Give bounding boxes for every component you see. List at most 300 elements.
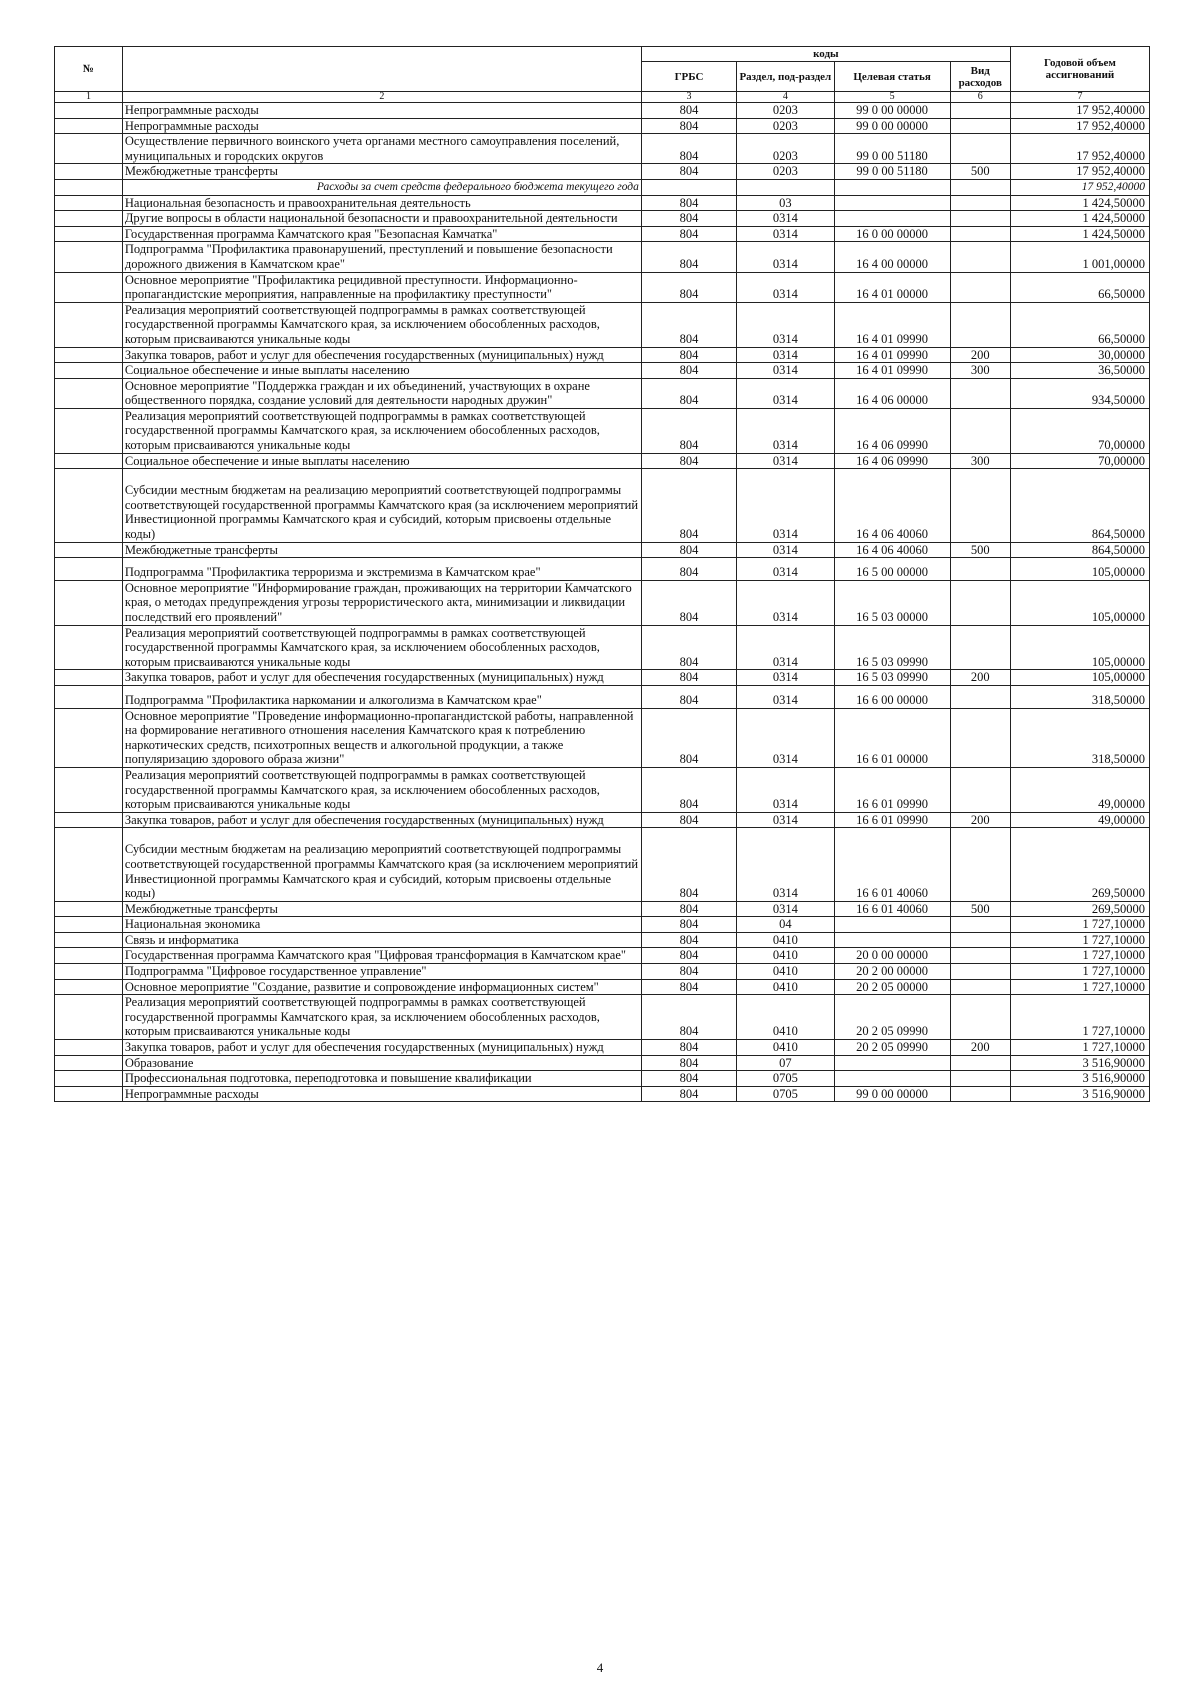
row-grbs-cell [641, 453, 736, 469]
row-target: 16 5 03 09990 [856, 654, 929, 669]
row-name-cell [122, 1040, 641, 1056]
row-section: 0410 [772, 964, 798, 979]
table-row [55, 812, 1150, 828]
row-name-cell [122, 979, 641, 995]
row-target-cell [834, 901, 950, 917]
col-number: 5 [834, 92, 950, 103]
row-kind-cell [950, 932, 1010, 948]
row-amount: 17 952,40000 [1076, 118, 1145, 133]
row-name-cell [122, 625, 641, 670]
row-amount-cell [1010, 979, 1149, 995]
row-name-cell [122, 1071, 641, 1087]
row-section: 0314 [772, 654, 798, 669]
page-number: 4 [596, 1660, 604, 1675]
row-amount-cell [1010, 1040, 1149, 1056]
row-amount-cell [1010, 964, 1149, 980]
row-grbs-cell [641, 901, 736, 917]
row-section: 0314 [772, 393, 798, 408]
row-grbs: 804 [679, 211, 699, 226]
row-amount-cell [1010, 103, 1149, 119]
table-row [55, 347, 1150, 363]
row-grbs-cell [641, 378, 736, 408]
row-name: Подпрограмма "Профилактика терроризма и экстремизма в Камчатском крае" [124, 565, 541, 580]
row-grbs-cell [641, 964, 736, 980]
row-amount-cell [1010, 272, 1149, 302]
row-name-cell [122, 118, 641, 134]
row-section-cell [737, 195, 834, 211]
row-section-cell [737, 542, 834, 558]
row-target-cell [834, 670, 950, 686]
row-target-cell [834, 347, 950, 363]
row-target-cell [834, 542, 950, 558]
row-amount: 1 424,50000 [1082, 226, 1145, 241]
row-amount: 1 727,10000 [1082, 948, 1145, 963]
row-amount-cell [1010, 995, 1149, 1040]
row-grbs: 804 [679, 542, 699, 557]
row-amount-cell [1010, 767, 1149, 812]
row-grbs-cell [641, 211, 736, 227]
row-grbs: 804 [679, 886, 699, 901]
row-amount: 66,50000 [1098, 287, 1145, 302]
row-name-cell [122, 580, 641, 625]
row-kind-cell [950, 917, 1010, 933]
row-kind-cell [950, 378, 1010, 408]
row-kind: 500 [970, 542, 990, 557]
row-target-cell [834, 272, 950, 302]
col-number: 2 [122, 92, 641, 103]
budget-table [54, 46, 1150, 1102]
row-number-cell [55, 580, 123, 625]
row-amount: 1 424,50000 [1082, 211, 1145, 226]
row-kind-cell [950, 211, 1010, 227]
table-row [55, 118, 1150, 134]
row-name-cell [122, 964, 641, 980]
row-kind-cell [950, 625, 1010, 670]
row-grbs-cell [641, 932, 736, 948]
row-kind-cell [950, 347, 1010, 363]
row-amount-cell [1010, 812, 1149, 828]
codes-header: коды [641, 47, 1010, 62]
row-amount-cell [1010, 917, 1149, 933]
row-number-cell [55, 363, 123, 379]
row-section-cell [737, 469, 834, 542]
row-amount: 105,00000 [1091, 610, 1145, 624]
target-header: Целевая статья [834, 62, 950, 92]
row-number-cell [55, 469, 123, 542]
row-number-cell [55, 685, 123, 708]
table-row [55, 625, 1150, 670]
row-kind-cell [950, 179, 1010, 195]
row-name-cell [122, 901, 641, 917]
row-section: 0314 [772, 565, 798, 580]
row-amount-cell [1010, 211, 1149, 227]
table-row [55, 767, 1150, 812]
table-row [55, 932, 1150, 948]
row-section-cell [737, 670, 834, 686]
row-grbs: 804 [679, 195, 699, 210]
row-grbs: 804 [679, 565, 699, 580]
row-section: 0705 [772, 1086, 798, 1101]
row-kind-cell [950, 363, 1010, 379]
row-section: 0410 [772, 948, 798, 963]
row-name-cell [122, 812, 641, 828]
row-target-cell [834, 580, 950, 625]
row-kind-cell [950, 979, 1010, 995]
row-amount: 864,50000 [1091, 542, 1145, 557]
row-name: Субсидии местным бюджетам на реализацию мероприятий соответствующей подпрограммы соответствующей государственной программы Камчатского края (за исключением мероприятий Инвестиционной программы Камчатского края и субсидий, которым присвоены отдельные коды) [124, 842, 639, 901]
row-grbs: 804 [679, 797, 699, 812]
row-target: 16 4 01 09990 [856, 363, 929, 378]
row-kind-cell [950, 1086, 1010, 1102]
row-target: 20 2 05 09990 [856, 1040, 929, 1055]
row-number-cell [55, 828, 123, 901]
row-section-cell [737, 580, 834, 625]
row-target-cell [834, 964, 950, 980]
row-kind-cell [950, 767, 1010, 812]
row-target: 16 4 00 00000 [856, 256, 929, 271]
row-section: 0314 [772, 752, 798, 767]
row-grbs-cell [641, 670, 736, 686]
row-amount-cell [1010, 134, 1149, 164]
row-target-cell [834, 226, 950, 242]
row-section-cell [737, 302, 834, 347]
row-grbs: 804 [679, 1040, 699, 1055]
row-section-cell [737, 932, 834, 948]
row-amount-cell [1010, 932, 1149, 948]
table-row [55, 302, 1150, 347]
row-number-cell [55, 211, 123, 227]
table-row [55, 378, 1150, 408]
row-target: 16 5 00 00000 [856, 565, 929, 580]
row-number-cell [55, 625, 123, 670]
table-row [55, 542, 1150, 558]
row-section-cell [737, 179, 834, 195]
row-grbs-cell [641, 979, 736, 995]
row-amount-cell [1010, 901, 1149, 917]
row-number-cell [55, 812, 123, 828]
row-kind-cell [950, 408, 1010, 453]
row-grbs: 804 [679, 393, 699, 408]
row-amount: 105,00000 [1091, 565, 1145, 580]
row-section: 0203 [772, 148, 798, 163]
table-row [55, 1071, 1150, 1087]
row-name-cell [122, 828, 641, 901]
row-target: 99 0 00 00000 [856, 1086, 929, 1101]
row-target: 16 4 01 09990 [856, 331, 929, 346]
row-amount: 3 516,90000 [1082, 1071, 1145, 1086]
row-name-cell [122, 103, 641, 119]
row-kind-cell [950, 948, 1010, 964]
row-number-cell [55, 767, 123, 812]
row-amount-cell [1010, 242, 1149, 272]
row-section: 0314 [772, 453, 798, 468]
row-target: 16 6 01 40060 [856, 886, 929, 901]
row-amount-cell [1010, 708, 1149, 767]
row-name-cell [122, 1086, 641, 1102]
row-amount: 1 727,10000 [1082, 1040, 1145, 1055]
row-target-cell [834, 1055, 950, 1071]
row-name-cell [122, 948, 641, 964]
row-name: Социальное обеспечение и иные выплаты населению [124, 363, 410, 378]
row-number-cell [55, 542, 123, 558]
row-target-cell [834, 103, 950, 119]
table-row [55, 964, 1150, 980]
row-kind: 200 [970, 1040, 990, 1055]
row-grbs: 804 [679, 654, 699, 669]
row-name-cell [122, 195, 641, 211]
row-target: 16 4 06 40060 [856, 542, 929, 557]
row-grbs-cell [641, 195, 736, 211]
row-grbs: 804 [679, 1086, 699, 1101]
row-kind-cell [950, 580, 1010, 625]
row-name: Межбюджетные трансферты [124, 901, 278, 916]
row-amount: 3 516,90000 [1082, 1086, 1145, 1101]
row-amount-cell [1010, 195, 1149, 211]
row-name-cell [122, 1055, 641, 1071]
row-section: 0314 [772, 610, 798, 624]
row-kind: 500 [970, 164, 990, 179]
row-name-cell [122, 347, 641, 363]
row-grbs: 804 [679, 363, 699, 378]
row-grbs: 804 [679, 256, 699, 271]
row-grbs-cell [641, 226, 736, 242]
row-section: 0314 [772, 901, 798, 916]
row-name: Образование [124, 1055, 194, 1070]
row-section-cell [737, 901, 834, 917]
row-target: 99 0 00 51180 [856, 148, 928, 163]
row-amount-cell [1010, 1086, 1149, 1102]
row-name: Реализация мероприятий соответствующей подпрограммы в рамках соответствующей государственной программы Камчатского края, за исключением обособленных расходов, которым присваиваются уникальные коды [124, 995, 600, 1039]
row-number-cell [55, 558, 123, 581]
row-grbs: 804 [679, 1055, 699, 1070]
row-target: 99 0 00 00000 [856, 103, 929, 117]
table-row [55, 195, 1150, 211]
row-name: Профессиональная подготовка, переподготовка и повышение квалификации [124, 1071, 532, 1086]
row-amount: 17 952,40000 [1076, 164, 1145, 179]
row-section-cell [737, 979, 834, 995]
row-name-cell [122, 917, 641, 933]
row-name-cell [122, 302, 641, 347]
row-section-cell [737, 948, 834, 964]
col-number: 1 [55, 92, 123, 103]
row-name: Подпрограмма "Профилактика правонарушений, преступлений и повышение безопасности дорожного движения в Камчатском крае" [124, 242, 613, 271]
row-number-cell [55, 453, 123, 469]
row-name: Подпрограмма "Цифровое государственное управление" [124, 964, 427, 979]
row-section: 0203 [772, 164, 798, 179]
row-name: Непрограммные расходы [124, 1086, 259, 1101]
row-amount: 269,50000 [1091, 886, 1145, 901]
kind-header: Вид расходов [950, 62, 1010, 92]
row-kind-cell [950, 1071, 1010, 1087]
row-section-cell [737, 1086, 834, 1102]
row-grbs: 804 [679, 331, 699, 346]
row-amount-cell [1010, 453, 1149, 469]
row-grbs: 804 [679, 610, 699, 624]
row-grbs-cell [641, 812, 736, 828]
row-section-cell [737, 134, 834, 164]
row-target-cell [834, 979, 950, 995]
row-target-cell [834, 1040, 950, 1056]
row-target: 16 0 00 00000 [856, 226, 929, 241]
row-grbs: 804 [679, 527, 699, 542]
row-number-cell [55, 134, 123, 164]
row-name: Закупка товаров, работ и услуг для обеспечения государственных (муниципальных) нужд [124, 347, 604, 362]
row-grbs-cell [641, 179, 736, 195]
row-grbs: 804 [679, 453, 699, 468]
row-section: 0203 [772, 103, 798, 117]
row-section: 0314 [772, 256, 798, 271]
row-grbs-cell [641, 558, 736, 581]
row-name-cell [122, 363, 641, 379]
row-section-cell [737, 964, 834, 980]
row-number-cell [55, 964, 123, 980]
row-grbs-cell [641, 828, 736, 901]
row-grbs-cell [641, 1086, 736, 1102]
row-target: 16 5 03 00000 [856, 610, 929, 624]
row-name: Другие вопросы в области национальной безопасности и правоохранительной деятельности [124, 211, 618, 226]
row-section-cell [737, 211, 834, 227]
row-kind-cell [950, 1055, 1010, 1071]
row-section: 0410 [772, 979, 798, 994]
row-amount-cell [1010, 580, 1149, 625]
table-row [55, 979, 1150, 995]
table-row [55, 708, 1150, 767]
row-target-cell [834, 708, 950, 767]
table-row [55, 828, 1150, 901]
row-grbs: 804 [679, 948, 699, 963]
row-number-cell [55, 979, 123, 995]
grbs-header: ГРБС [641, 62, 736, 92]
row-amount: 934,50000 [1091, 393, 1145, 408]
row-grbs: 804 [679, 812, 699, 827]
row-section: 0314 [772, 527, 798, 542]
row-name-cell [122, 211, 641, 227]
row-grbs-cell [641, 164, 736, 180]
row-section-cell [737, 363, 834, 379]
row-grbs: 804 [679, 901, 699, 916]
row-amount: 105,00000 [1091, 654, 1145, 669]
row-name: Закупка товаров, работ и услуг для обеспечения государственных (муниципальных) нужд [124, 1040, 604, 1055]
row-section-cell [737, 1040, 834, 1056]
row-amount-cell [1010, 179, 1149, 195]
row-number-cell [55, 164, 123, 180]
row-name: Реализация мероприятий соответствующей подпрограммы в рамках соответствующей государственной программы Камчатского края, за исключением обособленных расходов, которым присваиваются уникальные коды [124, 302, 600, 346]
row-amount-cell [1010, 378, 1149, 408]
row-section: 0410 [772, 932, 798, 947]
row-target: 20 2 05 00000 [856, 979, 929, 994]
row-number-cell [55, 917, 123, 933]
table-body [55, 103, 1150, 1102]
row-section-cell [737, 828, 834, 901]
row-kind-cell [950, 542, 1010, 558]
row-amount-cell [1010, 363, 1149, 379]
row-kind-cell [950, 901, 1010, 917]
table-row [55, 948, 1150, 964]
row-name-cell [122, 558, 641, 581]
row-kind-cell [950, 1040, 1010, 1056]
row-grbs-cell [641, 242, 736, 272]
row-target: 99 0 00 51180 [856, 164, 928, 179]
row-amount-cell [1010, 1055, 1149, 1071]
row-kind-cell [950, 708, 1010, 767]
row-name-cell [122, 179, 641, 195]
row-kind: 200 [970, 812, 990, 827]
row-target-cell [834, 767, 950, 812]
name-header [122, 47, 641, 92]
row-target-cell [834, 625, 950, 670]
row-section-cell [737, 103, 834, 119]
row-section-cell [737, 1071, 834, 1087]
row-target-cell [834, 812, 950, 828]
row-target-cell [834, 1071, 950, 1087]
row-amount-cell [1010, 685, 1149, 708]
row-section-cell [737, 708, 834, 767]
row-amount: 1 727,10000 [1082, 1024, 1145, 1039]
row-target: 16 4 01 00000 [856, 287, 929, 302]
row-target: 16 6 01 00000 [856, 752, 929, 767]
row-amount: 66,50000 [1098, 331, 1145, 346]
row-amount-cell [1010, 408, 1149, 453]
row-target-cell [834, 685, 950, 708]
row-grbs-cell [641, 542, 736, 558]
row-amount: 1 727,10000 [1082, 917, 1145, 932]
row-section-cell [737, 408, 834, 453]
table-row [55, 469, 1150, 542]
row-grbs-cell [641, 469, 736, 542]
row-amount-cell [1010, 948, 1149, 964]
row-name-cell [122, 453, 641, 469]
row-section: 0705 [772, 1071, 798, 1086]
row-number-cell [55, 932, 123, 948]
row-name-cell [122, 767, 641, 812]
row-grbs: 804 [679, 752, 699, 767]
row-name: Государственная программа Камчатского края "Цифровая трансформация в Камчатском крае" [124, 948, 626, 963]
row-target-cell [834, 179, 950, 195]
row-section: 07 [779, 1055, 792, 1070]
row-kind: 300 [970, 453, 990, 468]
row-number-cell [55, 195, 123, 211]
row-target-cell [834, 828, 950, 901]
table-row [55, 134, 1150, 164]
table-row [55, 995, 1150, 1040]
table-row [55, 408, 1150, 453]
row-grbs-cell [641, 685, 736, 708]
row-amount-cell [1010, 542, 1149, 558]
col-number: 4 [737, 92, 834, 103]
row-section-cell [737, 1055, 834, 1071]
row-target: 16 6 01 40060 [856, 901, 929, 916]
row-name-cell [122, 932, 641, 948]
row-number-cell [55, 347, 123, 363]
row-amount-cell [1010, 469, 1149, 542]
row-number-cell [55, 708, 123, 767]
row-section: 0410 [772, 1040, 798, 1055]
row-grbs: 804 [679, 164, 699, 179]
row-section-cell [737, 625, 834, 670]
row-name: Национальная экономика [124, 917, 261, 932]
table-row [55, 670, 1150, 686]
row-number-cell [55, 901, 123, 917]
row-target-cell [834, 118, 950, 134]
row-section: 03 [779, 195, 792, 210]
row-name-cell [122, 378, 641, 408]
row-number-cell [55, 242, 123, 272]
table-row [55, 179, 1150, 195]
row-section: 0314 [772, 542, 798, 557]
row-grbs: 804 [679, 287, 699, 302]
row-name: Основное мероприятие "Информирование граждан, проживающих на территории Камчатского края, о методах предупреждения угрозы террористического акта, минимизации и ликвидации последствий его проявлений" [124, 580, 632, 624]
row-target-cell [834, 948, 950, 964]
